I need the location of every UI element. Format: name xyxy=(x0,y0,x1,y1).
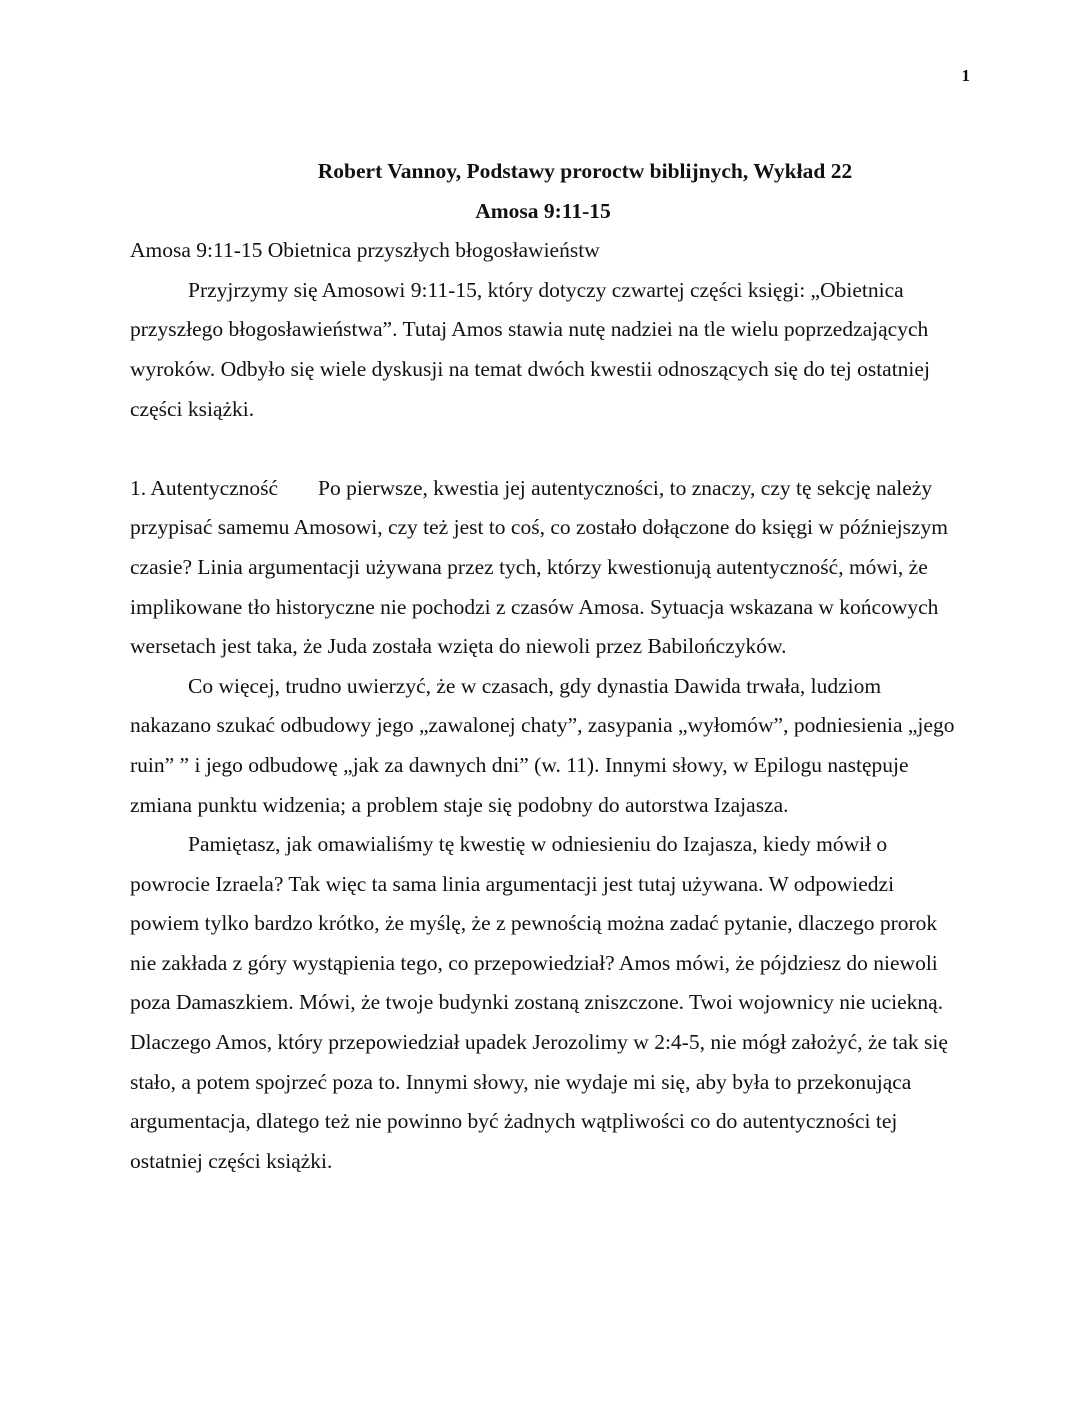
section-heading: Amosa 9:11-15 Obietnica przyszłych błogosławieństw xyxy=(130,238,600,263)
paragraph-2: Co więcej, trudno uwierzyć, że w czasach, gdy dynastia Dawida trwała, ludziom nakazano szukać odbudowy jego „zawalonej chaty”, zasypania „wyłomów”, podniesienia „jego ruin” ” i jego odbudowę „jak za dawnych dni” (w. 11). Innymi słowy, w Epilogu następuje zmiana punktu widzenia; a problem staje się podobny do autorstwa Izajasza. xyxy=(130,673,955,817)
point-1-text: Po pierwsze, kwestia jej autentyczności, to znaczy, czy tę sekcję należy przypisać samemu Amosowi, czy też jest to coś, co zostało dołączone do księgi w późniejszym czasie? Linia argumentacji używana przez tych, którzy kwestionują autentyczność, mówi, że implikowane tło historyczne nie pochodzi z czasów Amosa. Sytuacja wskazana w końcowych wersetach jest taka, że Juda została wzięta do niewoli przez Babilończyków. xyxy=(130,475,948,659)
document-subtitle: Amosa 9:11-15 xyxy=(475,198,611,223)
point-1-paragraph xyxy=(130,469,956,667)
document-body xyxy=(130,152,956,1181)
paragraph-3: Pamiętasz, jak omawialiśmy tę kwestię w odniesieniu do Izajasza, kiedy mówił o powrocie Izraela? Tak więc ta sama linia argumentacji jest tutaj używana. W odpowiedzi powiem tylko bardzo krótko, że myślę, że z pewnością można zadać pytanie, dlaczego prorok nie zakłada z góry wystąpienia tego, co przepowiedział? Amos mówi, że pójdziesz do niewoli poza Damaszkiem. Mówi, że twoje budynki zostaną zniszczone. Twoi wojownicy nie uciekną. Dlaczego Amos, który przepowiedział upadek Jerozolimy w 2:4-5, nie mógł założyć, że tak się stało, a potem spojrzeć poza to. Innymi słowy, nie wydaje mi się, aby była to przekonująca argumentacja, dlatego też nie powinno być żadnych wątpliwości co do autentyczności tej ostatniej części książki. xyxy=(130,832,948,1173)
point-1-label: 1. Autentyczność xyxy=(130,475,279,500)
paragraph-spacer xyxy=(130,429,956,469)
page-number: 1 xyxy=(961,66,970,85)
document-title: Robert Vannoy, Podstawy proroctw biblijnych, Wykład 22 xyxy=(317,159,853,183)
intro-paragraph: Przyjrzymy się Amosowi 9:11-15, który dotyczy czwartej części księgi: „Obietnica przyszłego błogosławieństwa”. Tutaj Amos stawia nutę nadziei na tle wielu poprzedzających wyroków. Odbyło się wiele dyskusji na temat dwóch kwestii odnoszących się do tej ostatniej części książki. xyxy=(130,277,930,421)
